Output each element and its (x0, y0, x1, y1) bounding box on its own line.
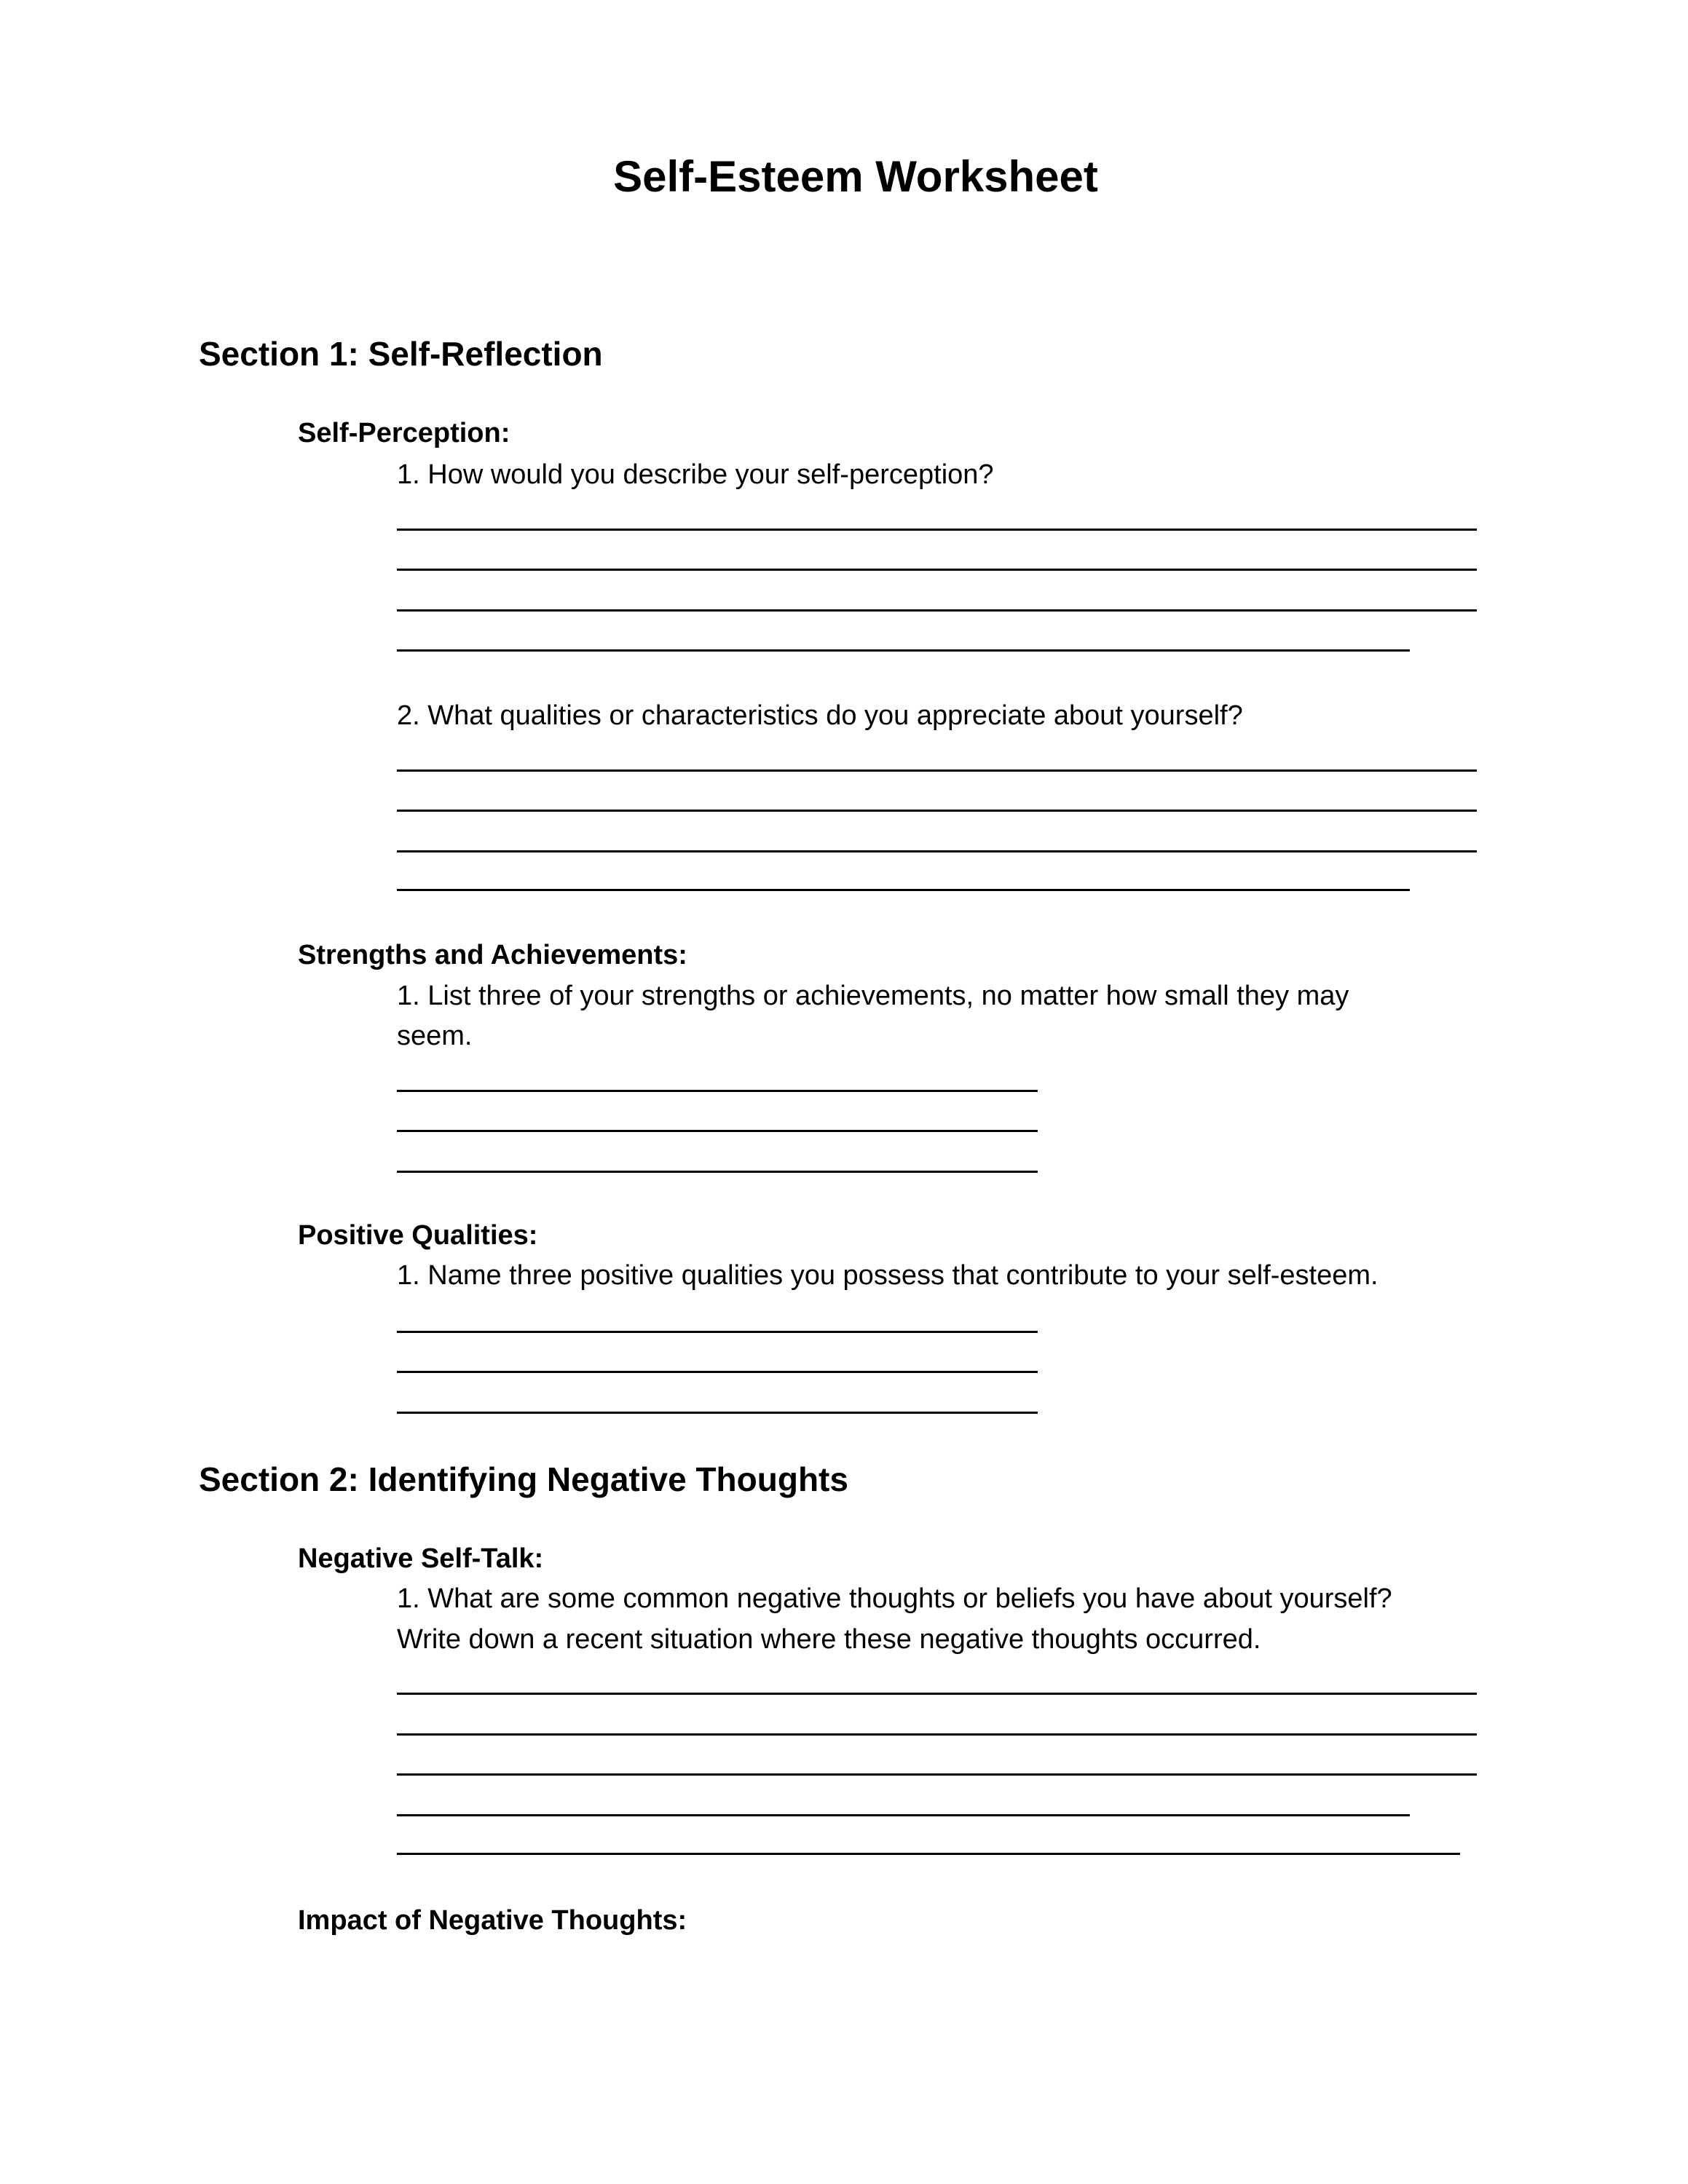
answer-line[interactable] (397, 1412, 1038, 1414)
answer-line[interactable] (397, 1171, 1038, 1173)
section-2-heading: Section 2: Identifying Negative Thoughts (199, 1460, 848, 1498)
strengths-heading: Strengths and Achievements: (298, 940, 687, 970)
answer-line[interactable] (397, 569, 1477, 571)
impact-heading: Impact of Negative Thoughts: (298, 1905, 687, 1936)
question-text: 1. How would you describe your self-perception? (397, 459, 994, 490)
answer-line[interactable] (397, 1090, 1038, 1092)
answer-line[interactable] (397, 769, 1477, 772)
question-text: 1. Name three positive qualities you possess that contribute to your self-esteem. (397, 1260, 1379, 1291)
answer-line[interactable] (397, 1693, 1477, 1695)
self-perception-heading: Self-Perception: (298, 418, 510, 448)
answer-line[interactable] (397, 1814, 1410, 1816)
answer-line[interactable] (397, 1773, 1477, 1776)
negative-self-talk-heading: Negative Self-Talk: (298, 1543, 544, 1574)
answer-line[interactable] (397, 649, 1410, 652)
answer-line[interactable] (397, 1331, 1038, 1333)
positive-qualities-heading: Positive Qualities: (298, 1220, 538, 1251)
page-title: Self-Esteem Worksheet (613, 152, 1098, 201)
answer-line[interactable] (397, 810, 1477, 812)
answer-line[interactable] (397, 889, 1410, 891)
question-text: 2. What qualities or characteristics do you appreciate about yourself? (397, 700, 1243, 731)
question-text: 1. What are some common negative thoughts or beliefs you have about yourself? (397, 1583, 1392, 1614)
question-text: 1. List three of your strengths or achievements, no matter how small they may (397, 981, 1349, 1011)
section-1-heading: Section 1: Self-Reflection (199, 335, 603, 373)
answer-line[interactable] (397, 529, 1477, 531)
answer-line[interactable] (397, 1371, 1038, 1373)
answer-line[interactable] (397, 1733, 1477, 1736)
answer-line[interactable] (397, 850, 1477, 852)
answer-line[interactable] (397, 1130, 1038, 1132)
question-text-continued: seem. (397, 1021, 473, 1051)
answer-line[interactable] (397, 1853, 1460, 1855)
answer-line[interactable] (397, 609, 1477, 612)
question-text-continued: Write down a recent situation where these negative thoughts occurred. (397, 1624, 1261, 1655)
